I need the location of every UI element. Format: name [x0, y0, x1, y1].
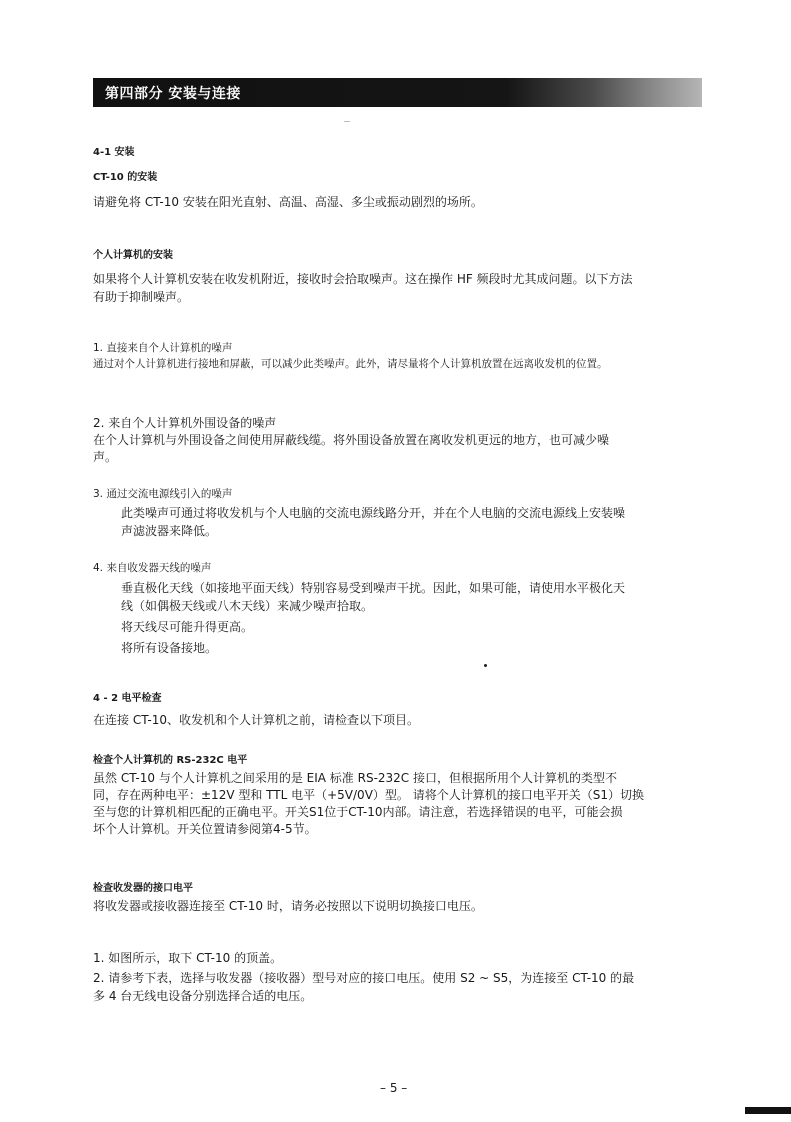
- heading-4-1: 4-1 安装: [93, 147, 135, 158]
- section-banner: [93, 78, 702, 107]
- paragraph-rs232c-line2: 同，存在两种电平：±12V 型和 TTL 电平（+5V/0V）型。 请将个人计算机的接口电平开关（S1）切换: [93, 788, 644, 802]
- subheading-ct10-install: CT-10 的安装: [93, 172, 158, 183]
- paragraph-ct10-install: 请避免将 CT-10 安装在阳光直射、高温、高湿、多尘或振动剧烈的场所。: [93, 195, 483, 209]
- scan-edge-mark: [745, 1107, 791, 1114]
- paragraph-pc-install-line1: 如果将个人计算机安装在收发机附近，接收时会拾取噪声。这在操作 HF 频段时尤其成问题。以下方法: [93, 272, 633, 286]
- item2-text-line1: 在个人计算机与外围设备之间使用屏蔽线缆。将外围设备放置在离收发机更远的地方，也可减少噪: [93, 433, 610, 447]
- subheading-pc-install: 个人计算机的安装: [93, 250, 173, 261]
- scan-speck: [484, 664, 487, 667]
- scan-mark: [344, 121, 350, 122]
- page-number: – 5 –: [380, 1081, 408, 1095]
- subheading-rs232c: 检查个人计算机的 RS-232C 电平: [93, 755, 248, 766]
- heading-4-2: 4 - 2 电平检查: [93, 693, 162, 704]
- item2-title: 2. 来自个人计算机外围设备的噪声: [93, 416, 277, 430]
- step-1: 1. 如图所示，取下 CT-10 的顶盖。: [93, 951, 283, 965]
- item4-text-line1: 垂直极化天线（如接地平面天线）特别容易受到噪声干扰。因此，如果可能，请使用水平极化天: [121, 581, 626, 595]
- item3-text-line2: 声滤波器来降低。: [121, 524, 218, 538]
- item3-text-line1: 此类噪声可通过将收发机与个人电脑的交流电源线路分开，并在个人电脑的交流电源线上安装噪: [121, 506, 626, 520]
- item2-text-line2: 声。: [93, 450, 118, 464]
- paragraph-rs232c-line3: 至与您的计算机相匹配的正确电平。开关S1位于CT-10内部。请注意，若选择错误的电平，可能会损: [93, 805, 623, 819]
- item4-text-line2: 线（如偶极天线或八木天线）来减少噪声拾取。: [121, 599, 374, 613]
- step-2-line1: 2. 请参考下表，选择与收发器（接收器）型号对应的接口电压。使用 S2 ~ S5，为连接至 CT-10 的最: [93, 971, 635, 985]
- item4-text-line3: 将天线尽可能升得更高。: [121, 620, 254, 634]
- section-title: 第四部分 安装与连接: [105, 86, 241, 102]
- subheading-transceiver-interface: 检查收发器的接口电平: [93, 883, 193, 894]
- item1-title: 1. 直接来自个人计算机的噪声: [93, 342, 233, 354]
- paragraph-rs232c-line1: 虽然 CT-10 与个人计算机之间采用的是 EIA 标准 RS-232C 接口，但根据所用个人计算机的类型不: [93, 771, 617, 785]
- step-2-line2: 多 4 台无线电设备分别选择合适的电压。: [93, 989, 313, 1003]
- item4-text-line4: 将所有设备接地。: [121, 641, 218, 655]
- paragraph-transceiver-interface: 将收发器或接收器连接至 CT-10 时，请务必按照以下说明切换接口电压。: [93, 899, 483, 913]
- item1-text: 通过对个人计算机进行接地和屏蔽，可以减少此类噪声。此外，请尽量将个人计算机放置在远离收发机的位置。: [93, 358, 608, 370]
- paragraph-rs232c-line4: 坏个人计算机。开关位置请参阅第4-5节。: [93, 822, 317, 836]
- paragraph-pc-install-line2: 有助于抑制噪声。: [93, 290, 190, 304]
- item4-title: 4. 来自收发器天线的噪声: [93, 562, 212, 574]
- item3-title: 3. 通过交流电源线引入的噪声: [93, 488, 233, 500]
- paragraph-level-check-intro: 在连接 CT-10、收发机和个人计算机之前，请检查以下项目。: [93, 713, 420, 727]
